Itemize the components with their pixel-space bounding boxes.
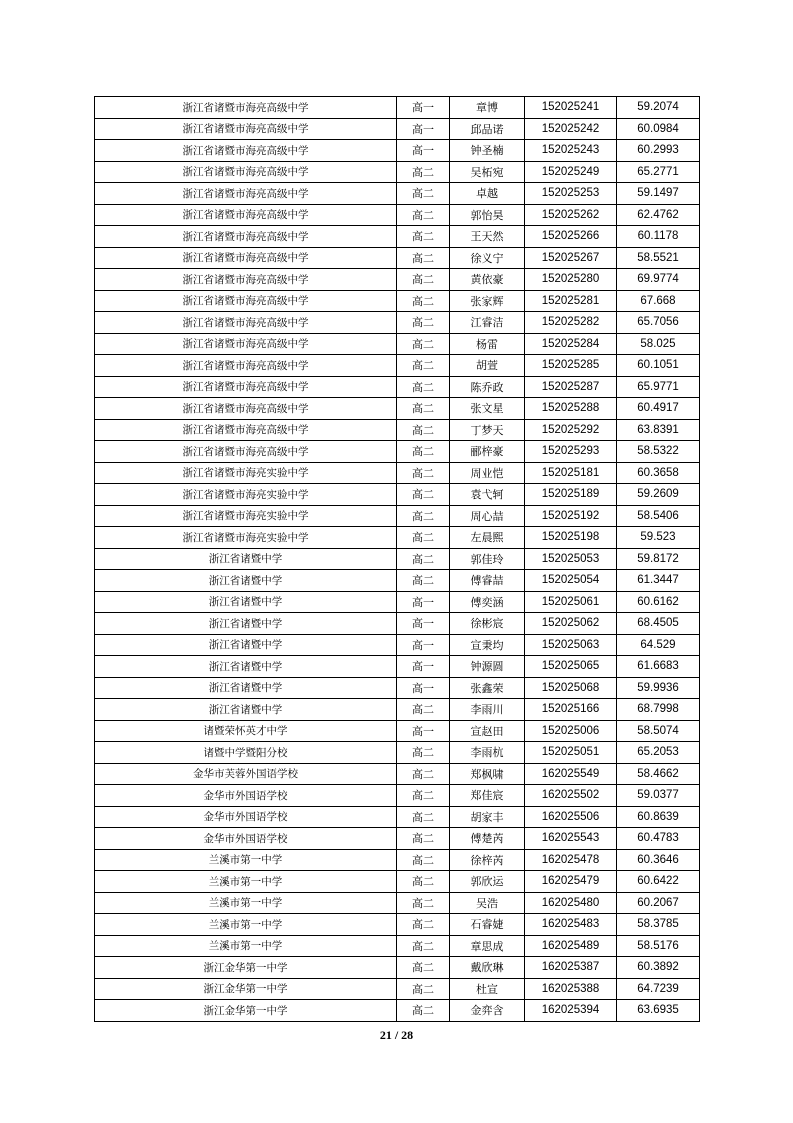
- page-number: 21 / 28: [379, 1028, 414, 1042]
- grade-cell: 高二: [397, 204, 450, 226]
- name-cell: 章博: [450, 97, 525, 119]
- score-cell: 64.7239: [617, 978, 700, 1000]
- school-cell: 浙江省诸暨市海亮高级中学: [95, 333, 397, 355]
- name-cell: 杨雷: [450, 333, 525, 355]
- school-cell: 浙江省诸暨中学: [95, 570, 397, 592]
- school-cell: 浙江省诸暨中学: [95, 613, 397, 635]
- score-cell: 65.9771: [617, 376, 700, 398]
- school-cell: 浙江金华第一中学: [95, 957, 397, 979]
- grade-cell: 高二: [397, 742, 450, 764]
- name-cell: 钟源圆: [450, 656, 525, 678]
- name-cell: 吴浩: [450, 892, 525, 914]
- table-row: [95, 226, 700, 248]
- score-cell: 58.5074: [617, 720, 700, 742]
- name-cell: 左晨熙: [450, 527, 525, 549]
- score-cell: 60.1178: [617, 226, 700, 248]
- name-cell: 宣秉均: [450, 634, 525, 656]
- score-cell: 61.3447: [617, 570, 700, 592]
- school-cell: 金华市芙蓉外国语学校: [95, 763, 397, 785]
- name-cell: 陈乔政: [450, 376, 525, 398]
- name-cell: 黄依豪: [450, 269, 525, 291]
- school-cell: 兰溪市第一中学: [95, 914, 397, 936]
- grade-cell: 高二: [397, 871, 450, 893]
- table-row: [95, 871, 700, 893]
- grade-cell: 高一: [397, 591, 450, 613]
- table-row: [95, 290, 700, 312]
- grade-cell: 高二: [397, 183, 450, 205]
- grade-cell: 高二: [397, 914, 450, 936]
- exam-id-cell: 162025394: [525, 1000, 617, 1022]
- table-row: [95, 806, 700, 828]
- exam-id-cell: 152025053: [525, 548, 617, 570]
- table-row: [95, 849, 700, 871]
- exam-id-cell: 152025287: [525, 376, 617, 398]
- school-cell: 浙江省诸暨市海亮高级中学: [95, 247, 397, 269]
- score-cell: 60.2993: [617, 140, 700, 162]
- score-cell: 60.3658: [617, 462, 700, 484]
- grade-cell: 高二: [397, 806, 450, 828]
- results-body: [95, 97, 700, 1022]
- score-cell: 58.5176: [617, 935, 700, 957]
- grade-cell: 高二: [397, 376, 450, 398]
- name-cell: 卓越: [450, 183, 525, 205]
- exam-id-cell: 152025062: [525, 613, 617, 635]
- exam-id-cell: 152025253: [525, 183, 617, 205]
- school-cell: 诸暨荣怀英才中学: [95, 720, 397, 742]
- exam-id-cell: 152025006: [525, 720, 617, 742]
- exam-id-cell: 152025166: [525, 699, 617, 721]
- table-row: [95, 742, 700, 764]
- exam-id-cell: 152025189: [525, 484, 617, 506]
- score-cell: 63.8391: [617, 419, 700, 441]
- school-cell: 浙江省诸暨市海亮高级中学: [95, 161, 397, 183]
- score-cell: 62.4762: [617, 204, 700, 226]
- table-row: [95, 118, 700, 140]
- name-cell: 胡萱: [450, 355, 525, 377]
- grade-cell: 高二: [397, 161, 450, 183]
- table-row: [95, 462, 700, 484]
- school-cell: 浙江省诸暨市海亮高级中学: [95, 290, 397, 312]
- exam-id-cell: 162025506: [525, 806, 617, 828]
- table-row: [95, 548, 700, 570]
- table-row: [95, 978, 700, 1000]
- exam-id-cell: 152025285: [525, 355, 617, 377]
- grade-cell: 高一: [397, 97, 450, 119]
- exam-id-cell: 152025242: [525, 118, 617, 140]
- table-row: [95, 484, 700, 506]
- name-cell: 傅睿喆: [450, 570, 525, 592]
- score-cell: 58.5521: [617, 247, 700, 269]
- name-cell: 张家辉: [450, 290, 525, 312]
- exam-id-cell: 152025249: [525, 161, 617, 183]
- grade-cell: 高二: [397, 699, 450, 721]
- table-row: [95, 269, 700, 291]
- school-cell: 浙江金华第一中学: [95, 978, 397, 1000]
- grade-cell: 高二: [397, 785, 450, 807]
- table-row: [95, 591, 700, 613]
- name-cell: 徐义宁: [450, 247, 525, 269]
- table-row: [95, 441, 700, 463]
- school-cell: 浙江省诸暨市海亮高级中学: [95, 97, 397, 119]
- school-cell: 兰溪市第一中学: [95, 871, 397, 893]
- grade-cell: 高二: [397, 849, 450, 871]
- school-cell: 兰溪市第一中学: [95, 935, 397, 957]
- exam-id-cell: 152025267: [525, 247, 617, 269]
- school-cell: 浙江省诸暨市海亮实验中学: [95, 484, 397, 506]
- exam-id-cell: 152025065: [525, 656, 617, 678]
- table-row: [95, 720, 700, 742]
- name-cell: 郦梓豪: [450, 441, 525, 463]
- school-cell: 浙江省诸暨市海亮高级中学: [95, 441, 397, 463]
- grade-cell: 高二: [397, 935, 450, 957]
- score-cell: 60.1051: [617, 355, 700, 377]
- table-row: [95, 312, 700, 334]
- table-row: [95, 505, 700, 527]
- exam-id-cell: 152025063: [525, 634, 617, 656]
- score-cell: 60.8639: [617, 806, 700, 828]
- grade-cell: 高一: [397, 677, 450, 699]
- school-cell: 浙江省诸暨市海亮实验中学: [95, 462, 397, 484]
- name-cell: 石睿婕: [450, 914, 525, 936]
- grade-cell: 高二: [397, 957, 450, 979]
- score-cell: 68.4505: [617, 613, 700, 635]
- score-cell: 59.8172: [617, 548, 700, 570]
- score-cell: 60.4783: [617, 828, 700, 850]
- table-row: [95, 613, 700, 635]
- grade-cell: 高二: [397, 828, 450, 850]
- table-row: [95, 161, 700, 183]
- score-cell: 59.2609: [617, 484, 700, 506]
- score-cell: 60.6162: [617, 591, 700, 613]
- exam-id-cell: 162025388: [525, 978, 617, 1000]
- grade-cell: 高二: [397, 484, 450, 506]
- grade-cell: 高二: [397, 892, 450, 914]
- exam-id-cell: 152025280: [525, 269, 617, 291]
- score-cell: 68.7998: [617, 699, 700, 721]
- school-cell: 浙江省诸暨中学: [95, 591, 397, 613]
- school-cell: 浙江省诸暨市海亮高级中学: [95, 140, 397, 162]
- school-cell: 金华市外国语学校: [95, 806, 397, 828]
- grade-cell: 高二: [397, 333, 450, 355]
- grade-cell: 高一: [397, 634, 450, 656]
- grade-cell: 高一: [397, 140, 450, 162]
- name-cell: 戴欣琳: [450, 957, 525, 979]
- name-cell: 郭佳玲: [450, 548, 525, 570]
- table-row: [95, 204, 700, 226]
- exam-id-cell: 152025051: [525, 742, 617, 764]
- school-cell: 浙江省诸暨市海亮高级中学: [95, 312, 397, 334]
- results-table: [94, 96, 700, 1022]
- grade-cell: 高二: [397, 312, 450, 334]
- name-cell: 章思成: [450, 935, 525, 957]
- score-cell: 58.4662: [617, 763, 700, 785]
- score-cell: 64.529: [617, 634, 700, 656]
- school-cell: 浙江省诸暨中学: [95, 634, 397, 656]
- grade-cell: 高二: [397, 226, 450, 248]
- table-row: [95, 892, 700, 914]
- school-cell: 浙江省诸暨中学: [95, 677, 397, 699]
- grade-cell: 高二: [397, 462, 450, 484]
- school-cell: 浙江省诸暨市海亮高级中学: [95, 376, 397, 398]
- exam-id-cell: 152025266: [525, 226, 617, 248]
- table-row: [95, 419, 700, 441]
- name-cell: 宣赵田: [450, 720, 525, 742]
- table-row: [95, 333, 700, 355]
- exam-id-cell: 152025243: [525, 140, 617, 162]
- school-cell: 浙江金华第一中学: [95, 1000, 397, 1022]
- school-cell: 浙江省诸暨市海亮高级中学: [95, 398, 397, 420]
- score-cell: 67.668: [617, 290, 700, 312]
- grade-cell: 高二: [397, 290, 450, 312]
- exam-id-cell: 152025288: [525, 398, 617, 420]
- table-row: [95, 677, 700, 699]
- grade-cell: 高二: [397, 355, 450, 377]
- school-cell: 浙江省诸暨市海亮高级中学: [95, 183, 397, 205]
- name-cell: 金弈含: [450, 1000, 525, 1022]
- score-cell: 59.0377: [617, 785, 700, 807]
- school-cell: 诸暨中学暨阳分校: [95, 742, 397, 764]
- school-cell: 浙江省诸暨市海亮高级中学: [95, 226, 397, 248]
- grade-cell: 高一: [397, 613, 450, 635]
- score-cell: 60.2067: [617, 892, 700, 914]
- score-cell: 60.6422: [617, 871, 700, 893]
- grade-cell: 高二: [397, 548, 450, 570]
- exam-id-cell: 162025478: [525, 849, 617, 871]
- table-row: [95, 914, 700, 936]
- grade-cell: 高二: [397, 247, 450, 269]
- name-cell: 王天然: [450, 226, 525, 248]
- school-cell: 金华市外国语学校: [95, 828, 397, 850]
- name-cell: 徐梓芮: [450, 849, 525, 871]
- exam-id-cell: 152025198: [525, 527, 617, 549]
- table-row: [95, 699, 700, 721]
- name-cell: 胡家丰: [450, 806, 525, 828]
- table-row: [95, 570, 700, 592]
- table-row: [95, 634, 700, 656]
- table-row: [95, 355, 700, 377]
- grade-cell: 高二: [397, 763, 450, 785]
- grade-cell: 高二: [397, 570, 450, 592]
- score-cell: 59.1497: [617, 183, 700, 205]
- table-row: [95, 656, 700, 678]
- score-cell: 59.2074: [617, 97, 700, 119]
- name-cell: 钟圣楠: [450, 140, 525, 162]
- exam-id-cell: 162025502: [525, 785, 617, 807]
- exam-id-cell: 152025282: [525, 312, 617, 334]
- table-row: [95, 1000, 700, 1022]
- score-cell: 60.4917: [617, 398, 700, 420]
- name-cell: 李雨川: [450, 699, 525, 721]
- score-cell: 58.025: [617, 333, 700, 355]
- school-cell: 兰溪市第一中学: [95, 849, 397, 871]
- school-cell: 浙江省诸暨市海亮高级中学: [95, 204, 397, 226]
- score-cell: 69.9774: [617, 269, 700, 291]
- school-cell: 浙江省诸暨市海亮高级中学: [95, 118, 397, 140]
- exam-id-cell: 152025054: [525, 570, 617, 592]
- table-row: [95, 183, 700, 205]
- exam-id-cell: 152025192: [525, 505, 617, 527]
- name-cell: 郭欣运: [450, 871, 525, 893]
- score-cell: 60.3892: [617, 957, 700, 979]
- name-cell: 张鑫荣: [450, 677, 525, 699]
- school-cell: 浙江省诸暨市海亮实验中学: [95, 505, 397, 527]
- score-cell: 58.5322: [617, 441, 700, 463]
- grade-cell: 高二: [397, 978, 450, 1000]
- table-row: [95, 828, 700, 850]
- grade-cell: 高二: [397, 505, 450, 527]
- name-cell: 周心喆: [450, 505, 525, 527]
- table-row: [95, 957, 700, 979]
- name-cell: 郑枫啸: [450, 763, 525, 785]
- school-cell: 浙江省诸暨中学: [95, 699, 397, 721]
- score-cell: 59.523: [617, 527, 700, 549]
- exam-id-cell: 152025281: [525, 290, 617, 312]
- table-row: [95, 376, 700, 398]
- score-cell: 59.9936: [617, 677, 700, 699]
- grade-cell: 高一: [397, 118, 450, 140]
- exam-id-cell: 162025549: [525, 763, 617, 785]
- exam-id-cell: 152025061: [525, 591, 617, 613]
- grade-cell: 高一: [397, 656, 450, 678]
- table-row: [95, 140, 700, 162]
- name-cell: 傅楚芮: [450, 828, 525, 850]
- name-cell: 李雨杭: [450, 742, 525, 764]
- exam-id-cell: 162025480: [525, 892, 617, 914]
- score-cell: 65.2053: [617, 742, 700, 764]
- exam-id-cell: 152025181: [525, 462, 617, 484]
- school-cell: 浙江省诸暨中学: [95, 548, 397, 570]
- name-cell: 江睿洁: [450, 312, 525, 334]
- grade-cell: 高二: [397, 269, 450, 291]
- school-cell: 浙江省诸暨中学: [95, 656, 397, 678]
- grade-cell: 高二: [397, 527, 450, 549]
- grade-cell: 高二: [397, 441, 450, 463]
- exam-id-cell: 152025262: [525, 204, 617, 226]
- name-cell: 杜宣: [450, 978, 525, 1000]
- exam-id-cell: 162025483: [525, 914, 617, 936]
- score-cell: 63.6935: [617, 1000, 700, 1022]
- score-cell: 61.6683: [617, 656, 700, 678]
- table-row: [95, 247, 700, 269]
- school-cell: 金华市外国语学校: [95, 785, 397, 807]
- table-row: [95, 785, 700, 807]
- table-row: [95, 763, 700, 785]
- name-cell: 周业恺: [450, 462, 525, 484]
- name-cell: 吴柘宛: [450, 161, 525, 183]
- score-cell: 58.3785: [617, 914, 700, 936]
- school-cell: 兰溪市第一中学: [95, 892, 397, 914]
- exam-id-cell: 152025292: [525, 419, 617, 441]
- name-cell: 傅奕涵: [450, 591, 525, 613]
- grade-cell: 高一: [397, 720, 450, 742]
- exam-id-cell: 162025387: [525, 957, 617, 979]
- score-cell: 60.0984: [617, 118, 700, 140]
- grade-cell: 高二: [397, 398, 450, 420]
- name-cell: 袁弋轲: [450, 484, 525, 506]
- exam-id-cell: 162025489: [525, 935, 617, 957]
- exam-id-cell: 152025241: [525, 97, 617, 119]
- exam-id-cell: 152025293: [525, 441, 617, 463]
- score-cell: 60.3646: [617, 849, 700, 871]
- name-cell: 郭怡昊: [450, 204, 525, 226]
- score-cell: 65.2771: [617, 161, 700, 183]
- exam-id-cell: 162025543: [525, 828, 617, 850]
- exam-id-cell: 152025284: [525, 333, 617, 355]
- table-row: [95, 527, 700, 549]
- score-cell: 65.7056: [617, 312, 700, 334]
- school-cell: 浙江省诸暨市海亮高级中学: [95, 419, 397, 441]
- name-cell: 张文星: [450, 398, 525, 420]
- name-cell: 徐彬宸: [450, 613, 525, 635]
- school-cell: 浙江省诸暨市海亮高级中学: [95, 269, 397, 291]
- school-cell: 浙江省诸暨市海亮实验中学: [95, 527, 397, 549]
- school-cell: 浙江省诸暨市海亮高级中学: [95, 355, 397, 377]
- name-cell: 郑佳宸: [450, 785, 525, 807]
- name-cell: 邱品诺: [450, 118, 525, 140]
- grade-cell: 高二: [397, 1000, 450, 1022]
- table-row: [95, 398, 700, 420]
- table-row: [95, 97, 700, 119]
- table-row: [95, 935, 700, 957]
- score-cell: 58.5406: [617, 505, 700, 527]
- grade-cell: 高二: [397, 419, 450, 441]
- name-cell: 丁梦天: [450, 419, 525, 441]
- exam-id-cell: 152025068: [525, 677, 617, 699]
- exam-id-cell: 162025479: [525, 871, 617, 893]
